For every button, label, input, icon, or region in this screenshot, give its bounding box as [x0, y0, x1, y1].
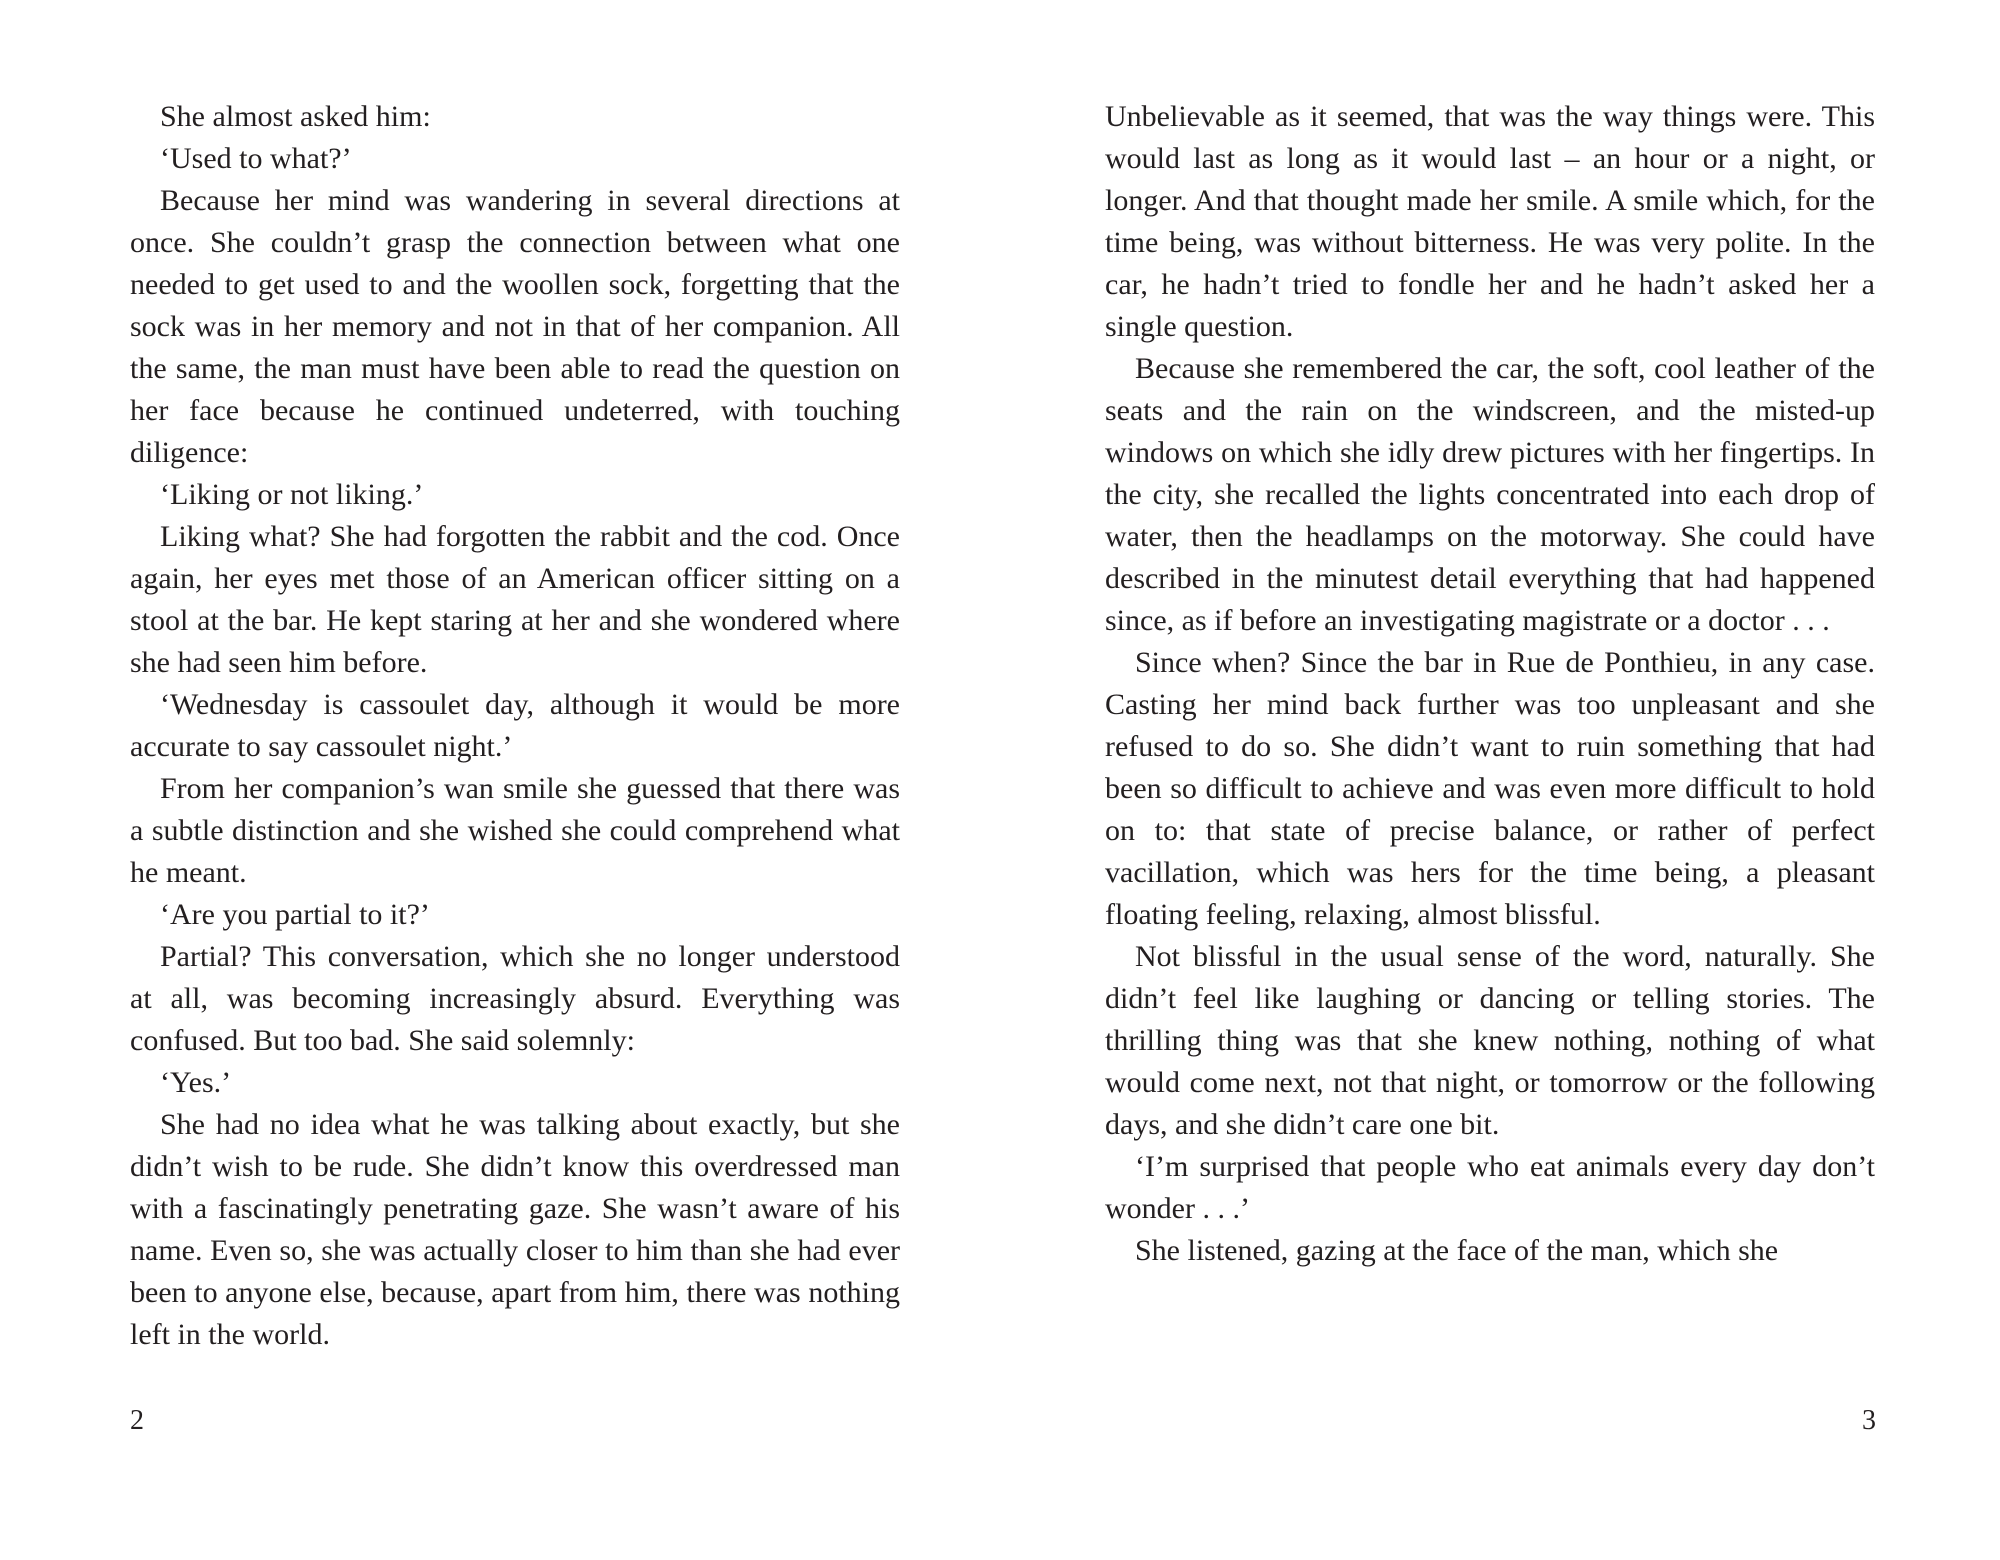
paragraph: She had no idea what he was talking about exactly, but she didn’t wish to be rude. She didn’t know this overdressed man with a fascinatingly penetrating gaze. She wasn’t aware of his name. Even so, she was actually closer to him than she had ever been to anyone else, because, apart from him, there was nothing left in the world.: [130, 1108, 900, 1351]
paragraph: From her companion’s wan smile she guessed that there was a subtle distinction and she wished she could comprehend what he meant.: [130, 772, 900, 889]
paragraph: Since when? Since the bar in Rue de Ponthieu, in any case. Casting her mind back further was too unpleasant and she refused to do so. She didn’t want to ruin something that had been so difficult to achieve and was even more difficult to hold on to: that state of precise balance, or rather of perfect vacillation, which was hers for the time being, a pleasant floating feeling, relaxing, almost blissful.: [1105, 646, 1875, 931]
paragraph: ‘Liking or not liking.’: [160, 478, 424, 511]
paragraph: ‘Wednesday is cassoulet day, although it would be more accurate to say cassoulet night.’: [130, 688, 900, 763]
paragraph: Not blissful in the usual sense of the word, naturally. She didn’t feel like laughing or dancing or telling stories. The thrilling thing was that she knew nothing, nothing of what would come next, not that night, or tomorrow or the following days, and she didn’t care one bit.: [1105, 940, 1875, 1141]
page-number-left: 2: [130, 1405, 144, 1436]
paragraph: Because she remembered the car, the soft, cool leather of the seats and the rain on the windscreen, and the misted-up windows on which she idly drew pictures with her fingertips. In the city, she recalled the lights concentrated into each drop of water, then the headlamps on the motorway. She could have described in the minutest detail everything that had happened since, as if before an investigating magistrate or a doctor . . .: [1105, 352, 1875, 637]
paragraph: ‘Used to what?’: [160, 142, 352, 175]
paragraph: Unbelievable as it seemed, that was the way things were. This would last as long as it would last – an hour or a night, or longer. And that thought made her smile. A smile which, for the time being, was without bitterness. He was very polite. In the car, he hadn’t tried to fondle her and he hadn’t asked her a single question.: [1105, 100, 1875, 343]
page-number-right: 3: [1862, 1405, 1876, 1436]
left-page: [130, 96, 900, 1356]
paragraph: ‘I’m surprised that people who eat animals every day don’t wonder . . .’: [1105, 1150, 1875, 1225]
paragraph: Partial? This conversation, which she no longer understood at all, was becoming increasingly absurd. Everything was confused. But too bad. She said solemnly:: [130, 940, 900, 1057]
paragraph: She almost asked him:: [160, 100, 431, 133]
paragraph: ‘Are you partial to it?’: [160, 898, 430, 931]
paragraph: She listened, gazing at the face of the man, which she: [1135, 1234, 1779, 1267]
paragraph: Because her mind was wandering in several directions at once. She couldn’t grasp the connection between what one needed to get used to and the woollen sock, forgetting that the sock was in her memory and not in that of her companion. All the same, the man must have been able to read the question on her face because he continued undeterred, with touching diligence:: [130, 184, 900, 469]
paragraph: Liking what? She had forgotten the rabbit and the cod. Once again, her eyes met those of an American officer sitting on a stool at the bar. He kept staring at her and she wondered where she had seen him before.: [130, 520, 900, 679]
right-page: [1105, 96, 1875, 1272]
paragraph: ‘Yes.’: [160, 1066, 232, 1099]
